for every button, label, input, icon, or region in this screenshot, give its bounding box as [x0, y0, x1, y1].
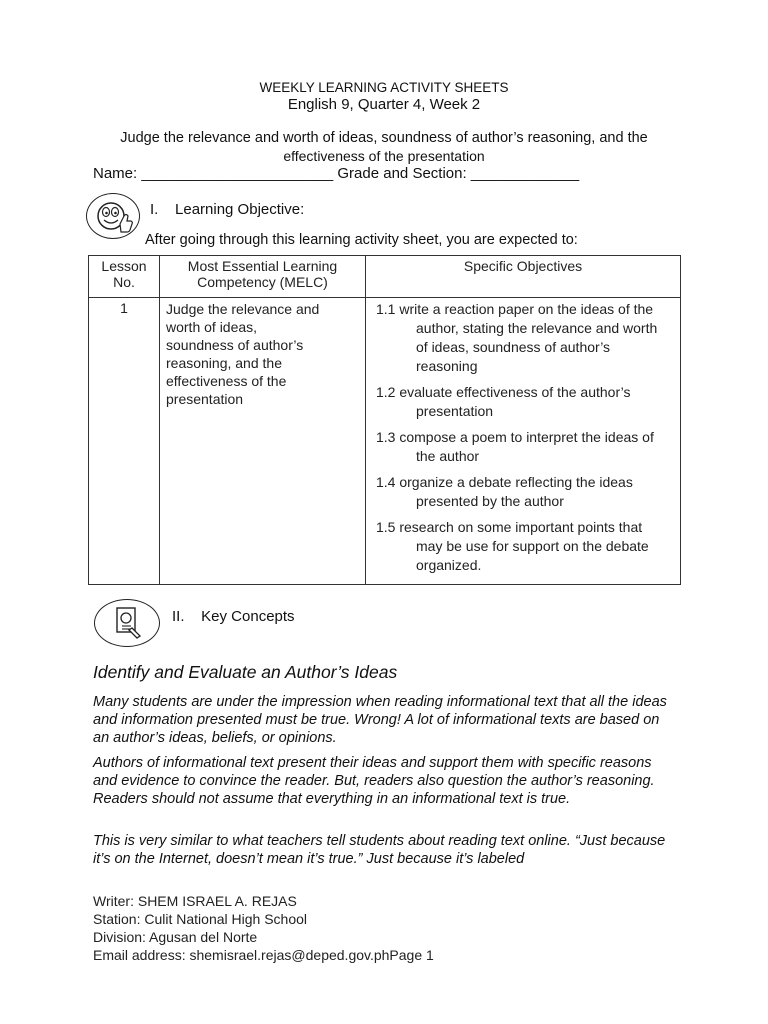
- header-lesson-no: Lesson No.: [89, 256, 160, 298]
- objectives-table: [88, 255, 681, 585]
- sheet-subtitle: English 9, Quarter 4, Week 2: [287, 96, 481, 113]
- objectives-cell: [366, 298, 681, 585]
- objective-item: 1.5 research on some important points that may be use for support on the debate organized.: [376, 519, 649, 573]
- footer-division: Division: Agusan del Norte: [93, 929, 258, 945]
- competency-line-1: Judge the relevance and worth of ideas, soundness of author’s reasoning, and the: [120, 130, 648, 146]
- concept-paragraph-3: This is very similar to what teachers tell students about reading text online. “Just because it’s on the Internet, doesn’t mean it’s true.” Just because it’s labeled: [93, 833, 666, 867]
- melc-line: reasoning, and the: [166, 355, 282, 371]
- melc-line: worth of ideas,: [166, 319, 258, 335]
- melc-line: soundness of author’s: [166, 337, 304, 353]
- sheet-title: WEEKLY LEARNING ACTIVITY SHEETS: [259, 80, 509, 95]
- footer-station: Station: Culit National High School: [93, 911, 308, 927]
- name-grade-section-line: Name: _______________________ Grade and Section: _____________: [93, 165, 580, 182]
- lesson-number: 1: [89, 298, 160, 585]
- objective-item: 1.4 organize a debate reflecting the ideas presented by the author: [376, 474, 633, 509]
- concept-paragraph-1: Many students are under the impression when reading informational text that all the ideas and information presented must be true. Wrong! A lot of informational texts are based on an author’s ideas, beliefs, or opinions.: [93, 694, 667, 746]
- melc-cell: [160, 298, 366, 585]
- objective-item: 1.1 write a reaction paper on the ideas of the author, stating the relevance and worth of ideas, soundness of author’s reasoning: [376, 301, 658, 374]
- competency-line-2: effectiveness of the presentation: [283, 148, 485, 164]
- section-key-concepts-heading: II. Key Concepts: [172, 608, 295, 625]
- melc-line: effectiveness of the: [166, 373, 287, 389]
- melc-line: Judge the relevance and: [166, 301, 320, 317]
- magnifier-document-icon: [94, 599, 160, 647]
- section-learning-objective-heading: I. Learning Objective:: [150, 201, 305, 218]
- header-specific-objectives: Specific Objectives: [366, 256, 681, 298]
- learning-objective-intro: After going through this learning activity sheet, you are expected to:: [145, 232, 578, 248]
- main-heading: Identify and Evaluate an Author’s Ideas: [93, 662, 398, 682]
- smiley-thumbs-up-icon: [86, 193, 140, 239]
- melc-line: presentation: [166, 391, 244, 407]
- objective-item: 1.2 evaluate effectiveness of the author’s presentation: [376, 384, 631, 419]
- header-melc: Most Essential Learning Competency (MELC): [160, 256, 366, 298]
- footer-email-page: Email address: shemisrael.rejas@deped.gov.phPage 1: [93, 947, 434, 963]
- footer-writer: Writer: SHEM ISRAEL A. REJAS: [93, 893, 297, 909]
- concept-paragraph-2: Authors of informational text present their ideas and support them with specific reasons and evidence to convince the reader. But, readers also question the author’s reasoning. Readers should not assume that everything in an informational text is true.: [93, 755, 655, 807]
- objective-item: 1.3 compose a poem to interpret the ideas of the author: [376, 429, 654, 464]
